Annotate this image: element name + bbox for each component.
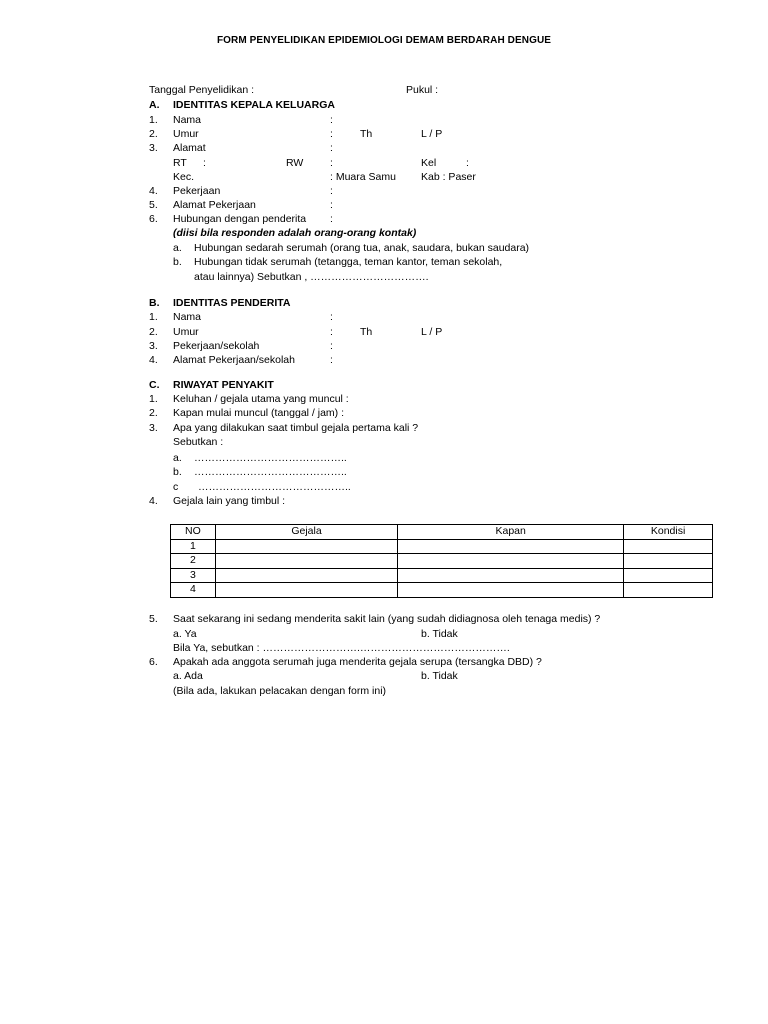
colon: : [330, 354, 333, 366]
a-pekerjaan-label: Pekerjaan [173, 185, 221, 197]
table-row [171, 568, 713, 583]
c-apa-label: Apa yang dilakukan saat timbul gejala pertama kali ? [173, 422, 419, 434]
pukul-label: Pukul : [406, 84, 439, 96]
dots-b-letter: b. [173, 466, 182, 478]
colon: : [330, 157, 333, 169]
b-num-4: 4. [149, 354, 158, 366]
th-no: NO [171, 525, 216, 540]
rw-label: RW [286, 157, 304, 169]
q6-note: (Bila ada, lakukan pelacakan dengan form ini) [173, 685, 387, 697]
colon: : [330, 311, 333, 323]
q6-tidak-option[interactable]: b. Tidak [421, 670, 458, 682]
a-alamat-label: Alamat [173, 142, 206, 154]
table-header-row [171, 525, 713, 540]
th-kapan: Kapan [398, 525, 624, 540]
c-num-3: 3. [149, 422, 158, 434]
colon: : [203, 157, 206, 169]
rt-label: RT [173, 157, 187, 169]
hubungan-note: (diisi bila responden adalah orang-orang kontak) [173, 227, 417, 239]
section-c-letter: C. [149, 379, 160, 391]
c-sakit-lain-label: Saat sekarang ini sedang menderita sakit lain (yang sudah didiagnosa oleh tenaga medis) ? [173, 613, 601, 625]
sebutkan-label: Sebutkan : [173, 436, 224, 448]
q5-ya-option[interactable]: a. Ya [173, 628, 197, 640]
th-kondisi: Kondisi [624, 525, 713, 540]
c-num-5: 5. [149, 613, 158, 625]
opt-b-letter: b. [173, 256, 182, 268]
c-keluhan-label: Keluhan / gejala utama yang muncul : [173, 393, 349, 405]
section-c-heading: RIWAYAT PENYAKIT [173, 379, 274, 391]
th-gejala: Gejala [215, 525, 397, 540]
kapan-cell[interactable] [398, 539, 624, 554]
kec-value: : Muara Samu [330, 171, 396, 183]
dots-a-letter: a. [173, 452, 182, 464]
colon: : [330, 128, 333, 140]
colon: : [330, 326, 333, 338]
c-gejala-lain-label: Gejala lain yang timbul : [173, 495, 286, 507]
a-num-5: 5. [149, 199, 158, 211]
colon: : [330, 185, 333, 197]
gejala-table [170, 524, 713, 598]
gejala-cell[interactable] [215, 583, 397, 598]
hubungan-opt-a: Hubungan sedarah serumah (orang tua, anak, saudara, bukan saudara) [194, 242, 530, 254]
b-pekerjaan-label: Pekerjaan/sekolah [173, 340, 260, 352]
a-umur-label: Umur [173, 128, 199, 140]
th-label: Th [360, 326, 373, 338]
kab-value: Kab : Paser [421, 171, 476, 183]
gejala-cell[interactable] [215, 539, 397, 554]
th-label: Th [360, 128, 373, 140]
table-row [171, 583, 713, 598]
opt-a-letter: a. [173, 242, 182, 254]
c-num-2: 2. [149, 407, 158, 419]
section-b-heading: IDENTITAS PENDERITA [173, 297, 291, 309]
kapan-cell[interactable] [398, 583, 624, 598]
c-anggota-label: Apakah ada anggota serumah juga menderita gejala serupa (tersangka DBD) ? [173, 656, 542, 668]
row-number: 1 [171, 539, 216, 554]
kondisi-cell[interactable] [624, 554, 713, 569]
gejala-cell[interactable] [215, 568, 397, 583]
tanggal-label: Tanggal Penyelidikan : [149, 84, 255, 96]
hubungan-opt-b-cont: atau lainnya) Sebutkan , ……………………………. [194, 271, 429, 283]
colon: : [466, 157, 469, 169]
dots-c-line: …………………………………….. [198, 481, 351, 493]
b-alamat-label: Alamat Pekerjaan/sekolah [173, 354, 295, 366]
kel-label: Kel [421, 157, 437, 169]
colon: : [330, 199, 333, 211]
lp-label: L / P [421, 128, 443, 140]
row-number: 2 [171, 554, 216, 569]
hubungan-opt-b: Hubungan tidak serumah (tetangga, teman kantor, teman sekolah, [194, 256, 503, 268]
colon: : [330, 142, 333, 154]
a-num-1: 1. [149, 114, 158, 126]
a-num-4: 4. [149, 185, 158, 197]
q5-tidak-option[interactable]: b. Tidak [421, 628, 458, 640]
colon: : [330, 114, 333, 126]
c-num-1: 1. [149, 393, 158, 405]
a-hubungan-label: Hubungan dengan penderita [173, 213, 307, 225]
q5-bila-ya-line: Bila Ya, sebutkan : ……………………….……………………………………. [173, 642, 510, 654]
colon: : [330, 213, 333, 225]
section-b-letter: B. [149, 297, 160, 309]
lp-label: L / P [421, 326, 443, 338]
kapan-cell[interactable] [398, 554, 624, 569]
kondisi-cell[interactable] [624, 568, 713, 583]
kondisi-cell[interactable] [624, 583, 713, 598]
form-title: FORM PENYELIDIKAN EPIDEMIOLOGI DEMAM BERDARAH DENGUE [216, 35, 552, 46]
section-a-letter: A. [149, 99, 160, 111]
dots-b-line: …………………………………….. [194, 466, 347, 478]
a-num-3: 3. [149, 142, 158, 154]
dots-c-letter: c [173, 481, 179, 493]
colon: : [330, 340, 333, 352]
row-number: 4 [171, 583, 216, 598]
q6-ada-option[interactable]: a. Ada [173, 670, 203, 682]
section-a-heading: IDENTITAS KEPALA KELUARGA [173, 99, 335, 111]
kondisi-cell[interactable] [624, 539, 713, 554]
c-kapan-label: Kapan mulai muncul (tanggal / jam) : [173, 407, 344, 419]
b-num-1: 1. [149, 311, 158, 323]
gejala-cell[interactable] [215, 554, 397, 569]
b-num-3: 3. [149, 340, 158, 352]
kapan-cell[interactable] [398, 568, 624, 583]
b-nama-label: Nama [173, 311, 202, 323]
dots-a-line: …………………………………….. [194, 452, 347, 464]
a-nama-label: Nama [173, 114, 202, 126]
a-num-6: 6. [149, 213, 158, 225]
table-row [171, 539, 713, 554]
c-num-6: 6. [149, 656, 158, 668]
c-num-4: 4. [149, 495, 158, 507]
table-row [171, 554, 713, 569]
b-umur-label: Umur [173, 326, 199, 338]
kec-label: Kec. [173, 171, 195, 183]
a-num-2: 2. [149, 128, 158, 140]
b-num-2: 2. [149, 326, 158, 338]
row-number: 3 [171, 568, 216, 583]
a-alamat-pekerjaan-label: Alamat Pekerjaan [173, 199, 256, 211]
